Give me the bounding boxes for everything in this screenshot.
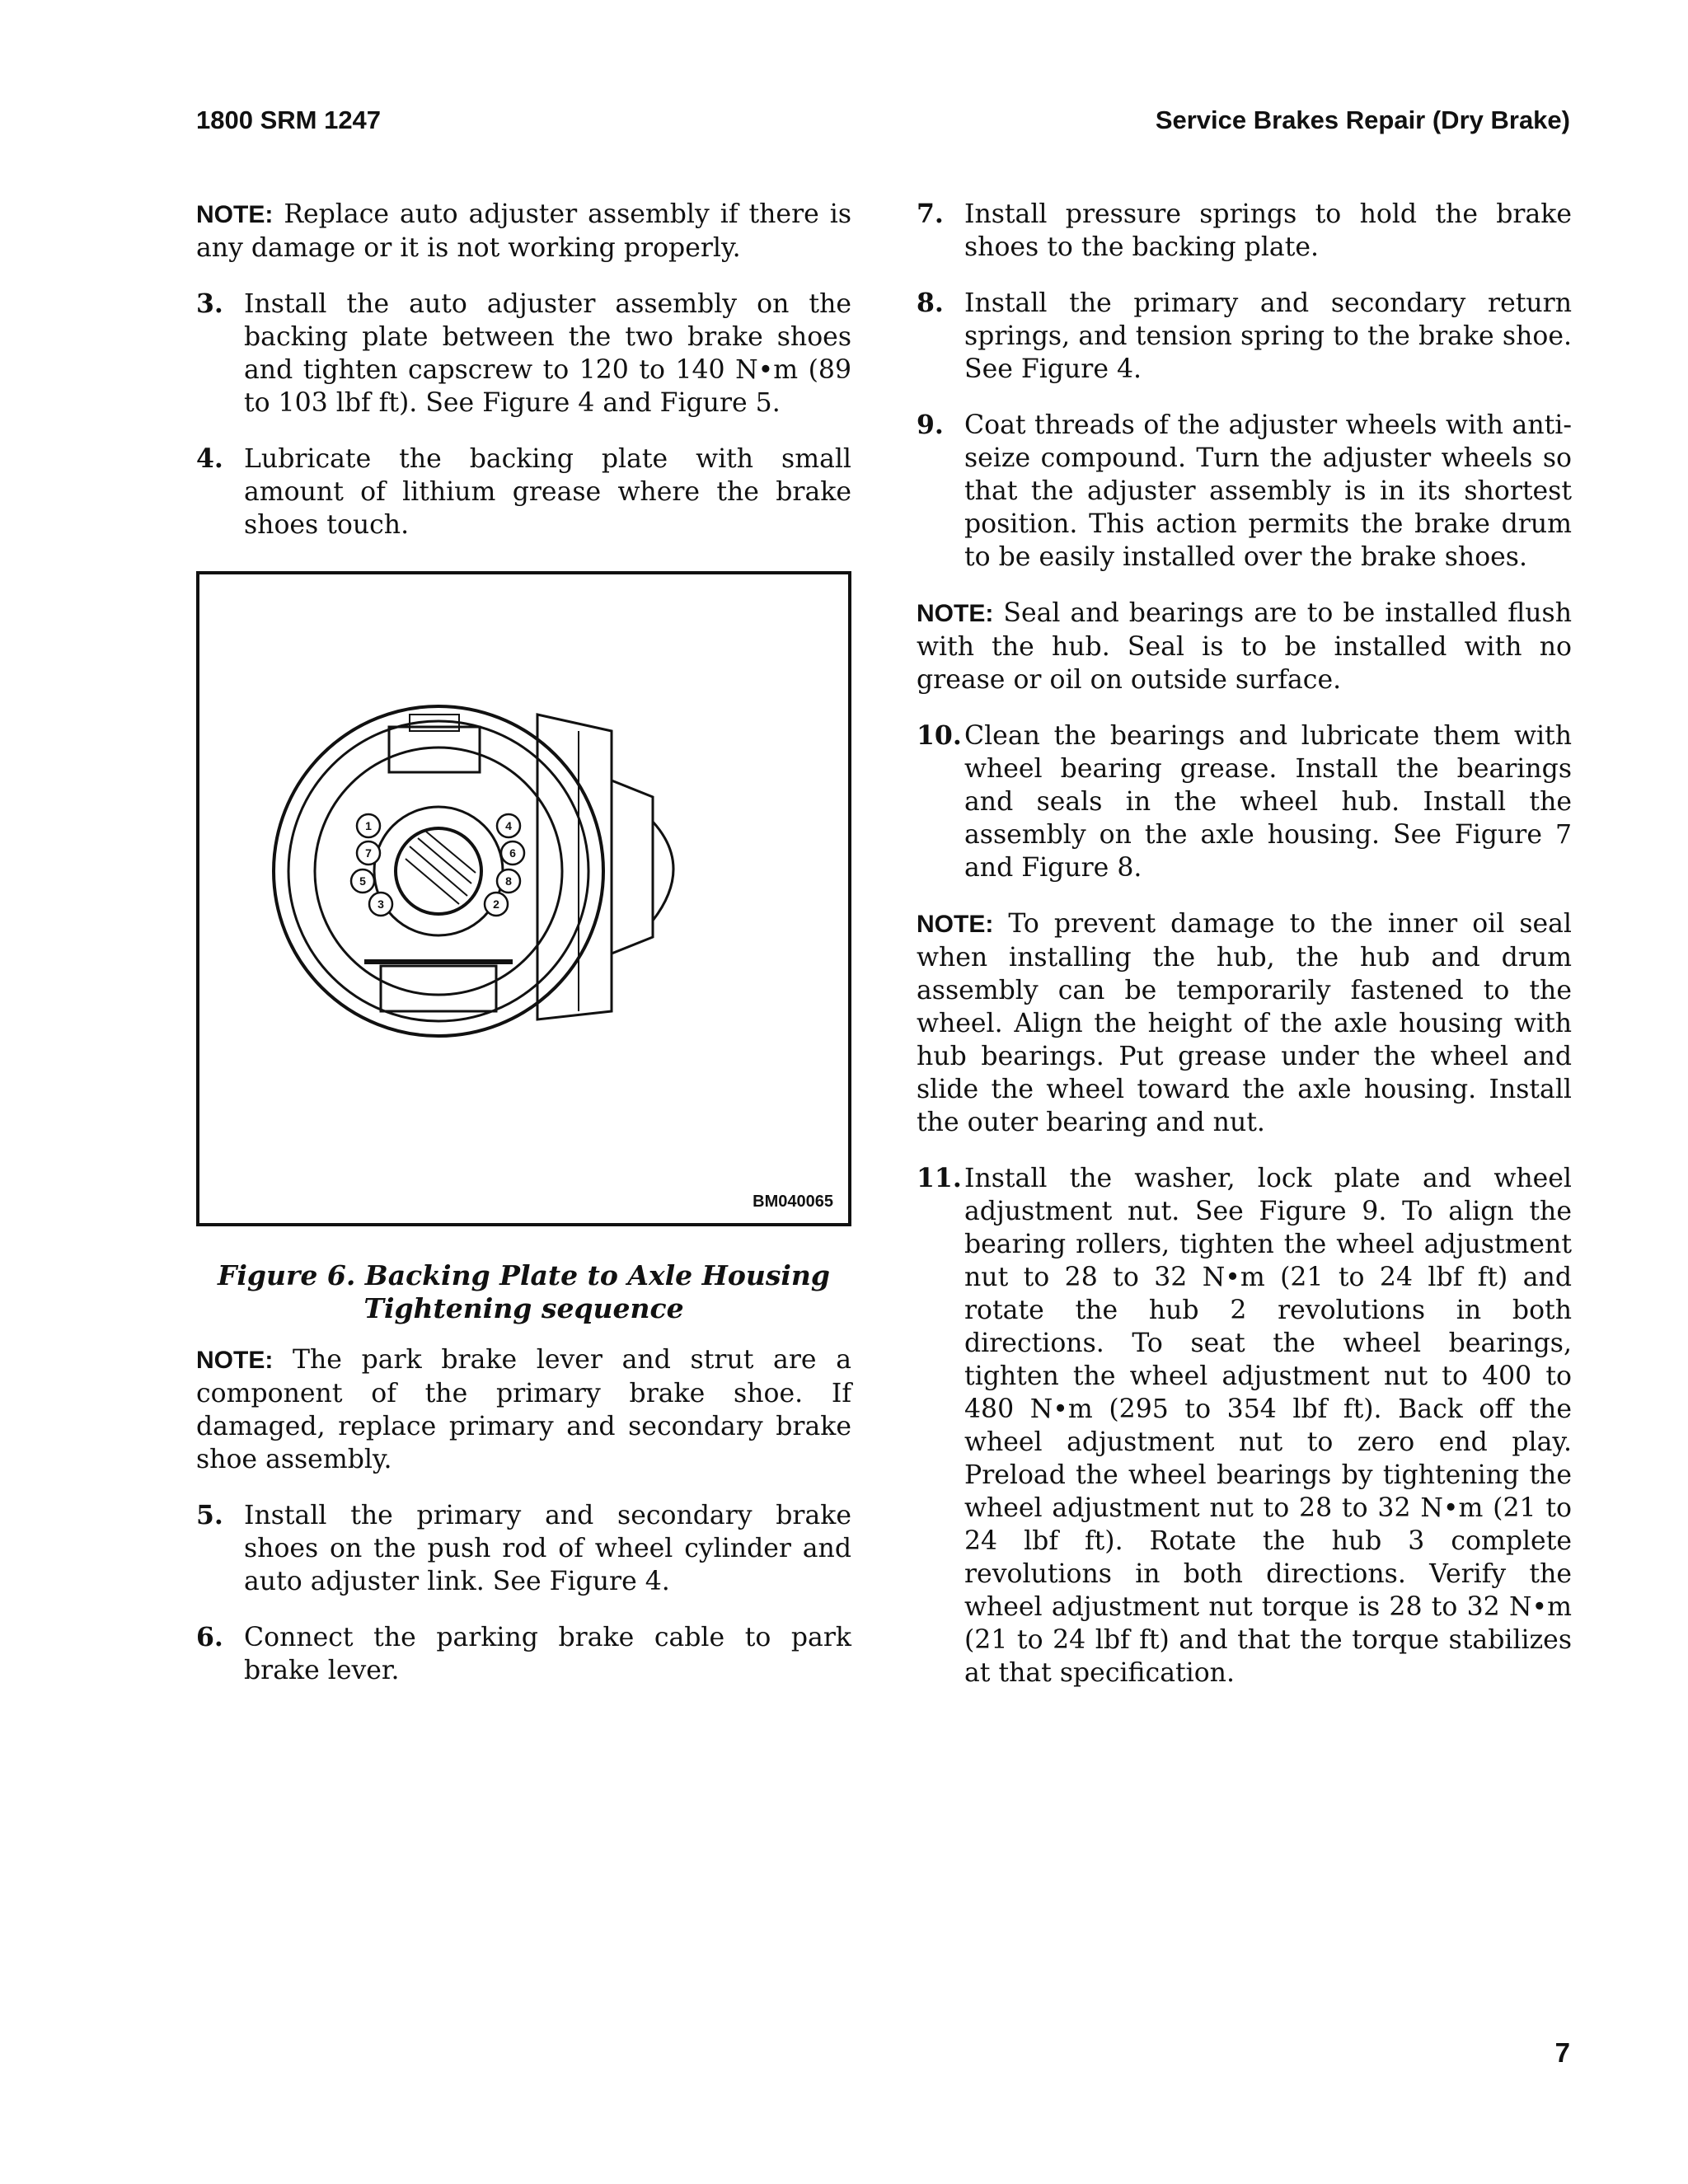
step-number: 5. bbox=[196, 1500, 223, 1530]
step-9 bbox=[917, 409, 1572, 574]
bolt-label: 4 bbox=[505, 819, 512, 832]
step-text: Coat threads of the adjuster wheels with anti-seize compound. Turn the adjuster wheels so that the adjuster assembly is in its shortest position. This action permits the brake drum to be easily installed over the brake shoes. bbox=[964, 410, 1572, 572]
step-text: Clean the bearings and lubricate them with wheel bearing grease. Install the bearings and seals in the wheel hub. Install the assembly on the axle housing. See Figure 7 and Figure 8. bbox=[964, 721, 1572, 883]
figure-caption bbox=[196, 1259, 851, 1325]
step-3 bbox=[196, 288, 851, 419]
step-number: 6. bbox=[196, 1622, 223, 1652]
note-label: NOTE: bbox=[917, 911, 994, 938]
step-10 bbox=[917, 719, 1572, 884]
step-number: 11. bbox=[917, 1163, 962, 1193]
step-text: Lubricate the backing plate with small amount of lithium grease where the brake shoes touch. bbox=[244, 444, 851, 540]
bolt-label: 6 bbox=[509, 846, 516, 860]
step-text: Install the auto adjuster assembly on the backing plate between the two brake shoes and tighten capscrew to 120 to 140 N•m (89 to 103 lbf ft). See Figure 4 and Figure 5. bbox=[244, 289, 851, 418]
bolt-label: 3 bbox=[377, 898, 384, 911]
step-11 bbox=[917, 1162, 1572, 1690]
step-text: Install the washer, lock plate and wheel adjustment nut. See Figure 9. To align the bearing rollers, tighten the wheel adjustment nut to 28 to 32 N•m (21 to 24 lbf ft) and rotate the hub 2 revolutions in both directions. To seat the wheel bearings, tighten the wheel adjustment nut to 400 to 480 N•m (295 to 354 lbf ft). Back off the wheel adjustment nut to zero end play. Preload the wheel bearings by tightening the wheel adjustment nut to 28 to 32 N•m (21 to 24 lbf ft). Rotate the hub 3 complete revolutions in both directions. Verify the wheel adjustment nut torque is 28 to 32 N•m (21 to 24 lbf ft) and that the torque stabilizes at that specification. bbox=[964, 1164, 1572, 1688]
step-text: Install the primary and secondary brake shoes on the push rod of wheel cylinder and auto adjuster link. See Figure 4. bbox=[244, 1501, 851, 1596]
step-number: 9. bbox=[917, 410, 944, 440]
bolt-label: 8 bbox=[505, 874, 512, 888]
page-number: 7 bbox=[1554, 2037, 1570, 2068]
header-doc-number: 1800 SRM 1247 bbox=[196, 105, 382, 134]
note-label: NOTE: bbox=[196, 201, 274, 228]
step-8 bbox=[917, 287, 1572, 386]
bolt-label: 1 bbox=[365, 819, 372, 832]
caption-line-1: Figure 6. Backing Plate to Axle Housing bbox=[217, 1259, 831, 1291]
bolt-label: 2 bbox=[493, 898, 499, 911]
step-4 bbox=[196, 443, 851, 541]
backing-plate-illustration bbox=[265, 682, 727, 1069]
bolt-label: 5 bbox=[359, 874, 366, 888]
step-text: Install the primary and secondary return springs, and tension spring to the brake shoe. See Figure 4. bbox=[964, 288, 1572, 384]
note-label: NOTE: bbox=[917, 600, 994, 627]
step-number: 10. bbox=[917, 720, 962, 751]
note-text: To prevent damage to the inner oil seal when installing the hub, the hub and drum assembly can be temporarily fastened to the wheel. Align the height of the axle housing with hub bearings. Put grease under the wheel and slide the wheel toward the axle housing. Install the outer bearing and nut. bbox=[917, 909, 1573, 1137]
note-adjuster bbox=[196, 198, 851, 265]
step-number: 7. bbox=[917, 199, 944, 229]
step-5 bbox=[196, 1499, 851, 1598]
note-oil-seal bbox=[917, 907, 1572, 1139]
right-column bbox=[917, 198, 1572, 1690]
note-park-brake bbox=[196, 1343, 851, 1476]
step-text: Connect the parking brake cable to park brake lever. bbox=[244, 1623, 851, 1685]
figure-6-frame bbox=[196, 571, 851, 1226]
header-section-title: Service Brakes Repair (Dry Brake) bbox=[1155, 105, 1570, 134]
note-label: NOTE: bbox=[196, 1347, 274, 1374]
note-seal bbox=[917, 597, 1572, 696]
step-6 bbox=[196, 1621, 851, 1687]
note-text: The park brake lever and strut are a component of the primary brake shoe. If damaged, replace primary and secondary brake shoe assembly. bbox=[196, 1345, 851, 1474]
step-7 bbox=[917, 198, 1572, 264]
step-number: 8. bbox=[917, 288, 944, 318]
step-number: 4. bbox=[196, 443, 223, 474]
caption-line-2: Tightening sequence bbox=[363, 1292, 684, 1324]
bolt-label: 7 bbox=[365, 846, 372, 860]
left-column bbox=[196, 198, 851, 1687]
note-text: Replace auto adjuster assembly if there is any damage or it is not working properly. bbox=[196, 199, 851, 263]
figure-code: BM040065 bbox=[753, 1193, 833, 1211]
step-number: 3. bbox=[196, 288, 223, 319]
note-text: Seal and bearings are to be installed flush with the hub. Seal is to be installed with no grease or oil on outside surface. bbox=[917, 598, 1573, 695]
step-text: Install pressure springs to hold the brake shoes to the backing plate. bbox=[964, 199, 1572, 262]
